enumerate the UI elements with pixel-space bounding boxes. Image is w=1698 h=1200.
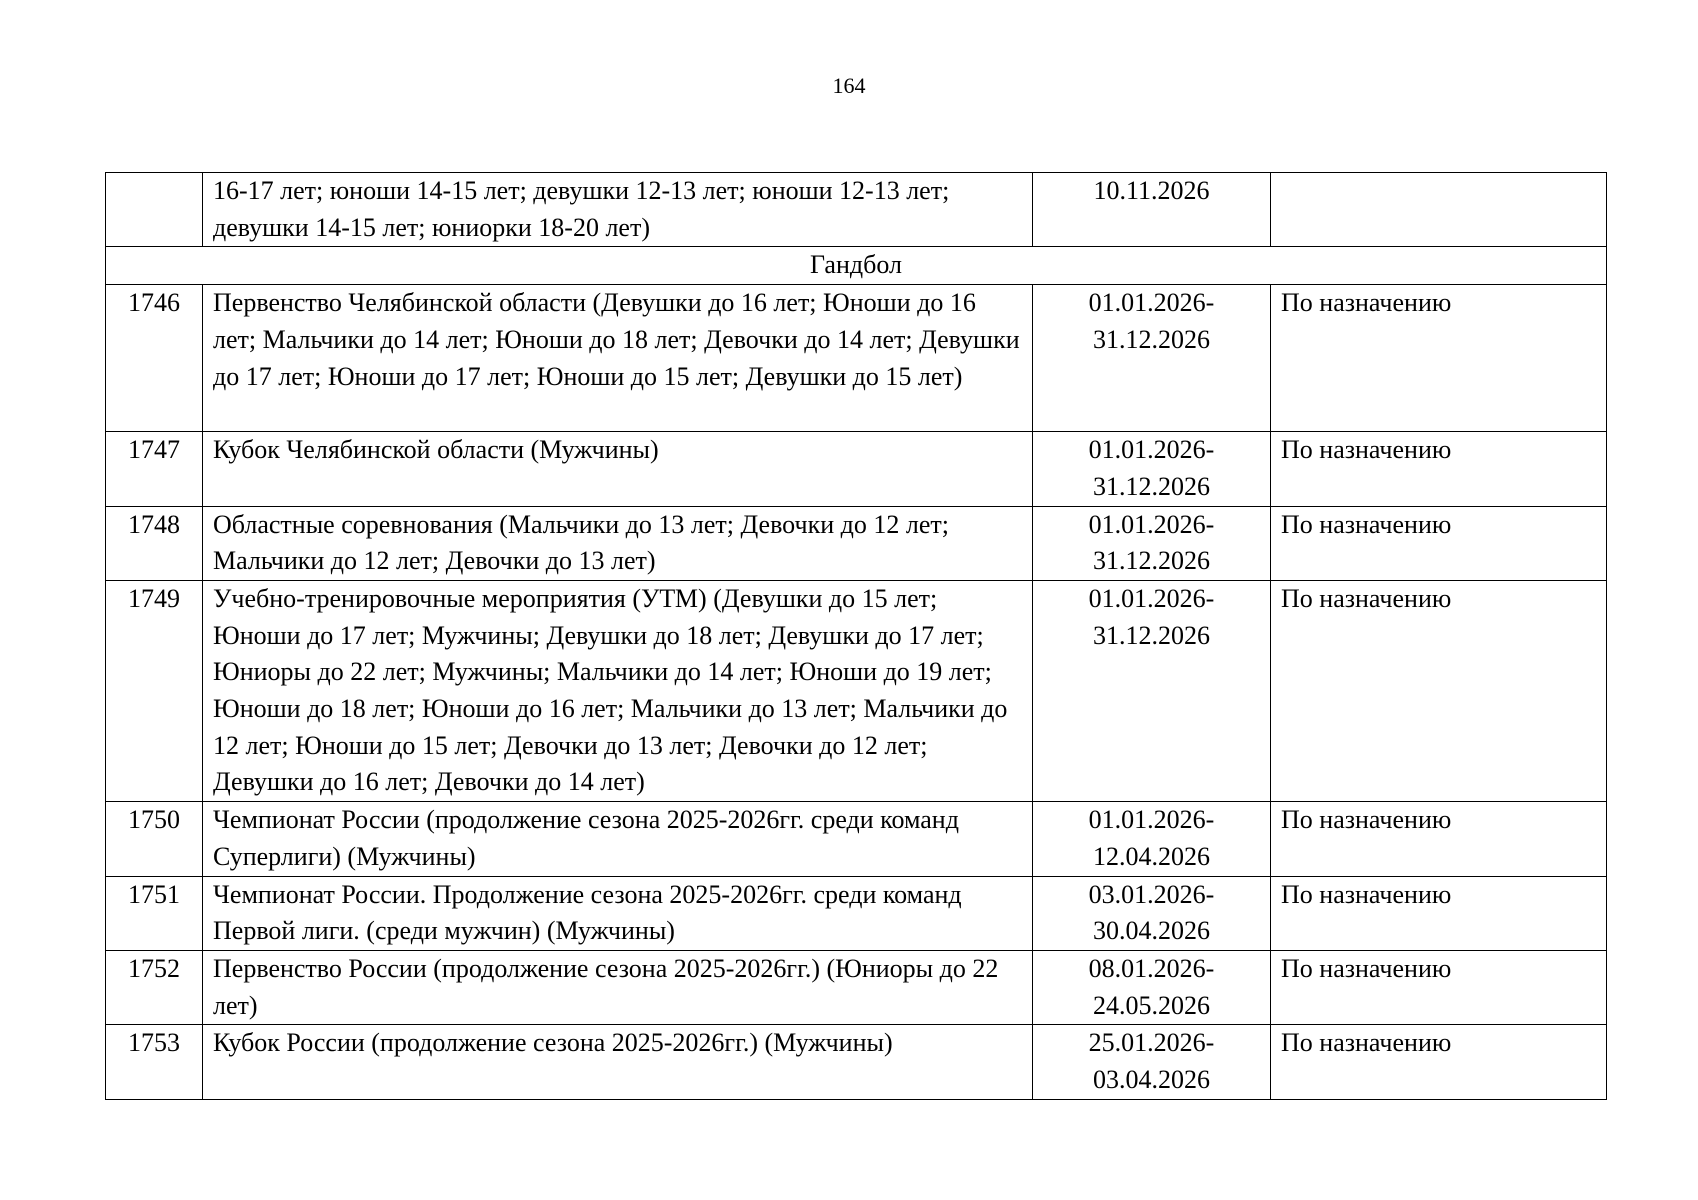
event-name-cell: Учебно-тренировочные мероприятия (УТМ) (Девушки до 15 лет; Юноши до 17 лет; Мужчины; Девушки до 18 лет; Девушки до 17 лет; Юниоры до 22 лет; Мужчины; Мальчики до 14 лет; Юноши до 19 лет; Юноши до 18 лет; Юноши до 16 лет; Мальчики до 13 лет; Мальчики до 12 лет; Юноши до 15 лет; Девочки до 13 лет; Девочки до 12 лет; Девушки до 16 лет; Девочки до 14 лет) (203, 580, 1033, 801)
event-name-cell: Чемпионат России. Продолжение сезона 2025-2026гг. среди команд Первой лиги. (среди мужчин) (Мужчины) (203, 876, 1033, 950)
event-place-cell: По назначению (1271, 432, 1607, 506)
event-date-start: 25.01.2026- (1088, 1028, 1215, 1058)
event-date-end: 30.04.2026 (1093, 916, 1210, 946)
event-place-cell (1271, 173, 1607, 247)
event-date-end: 31.12.2026 (1093, 471, 1210, 501)
event-date-cell (1033, 1025, 1271, 1099)
event-date-start: 08.01.2026- (1088, 953, 1215, 983)
event-date-start: 01.01.2026- (1088, 288, 1215, 318)
event-date-end: 31.12.2026 (1093, 546, 1210, 576)
table-row (106, 950, 1607, 1024)
event-number-cell: 1749 (106, 580, 203, 801)
section-title: Гандбол (106, 247, 1607, 285)
event-place-cell: По назначению (1271, 950, 1607, 1024)
event-number-cell: 1746 (106, 285, 203, 432)
event-number-cell: 1751 (106, 876, 203, 950)
event-date-cell (1033, 506, 1271, 580)
event-date-cell (1033, 580, 1271, 801)
event-name-cell: 16-17 лет; юноши 14-15 лет; девушки 12-13 лет; юноши 12-13 лет; девушки 14-15 лет; юниорки 18-20 лет) (203, 173, 1033, 247)
event-date-end: 12.04.2026 (1093, 841, 1210, 871)
table-row (106, 876, 1607, 950)
event-name-cell: Чемпионат России (продолжение сезона 2025-2026гг. среди команд Суперлиги) (Мужчины) (203, 802, 1033, 876)
event-date-end: 31.12.2026 (1093, 324, 1210, 354)
event-date-start: 01.01.2026- (1088, 583, 1215, 613)
event-name-cell: Кубок России (продолжение сезона 2025-2026гг.) (Мужчины) (203, 1025, 1033, 1099)
event-date-start: 01.01.2026- (1088, 805, 1215, 835)
event-name-cell: Кубок Челябинской области (Мужчины) (203, 432, 1033, 506)
event-place-cell: По назначению (1271, 876, 1607, 950)
table-row (106, 802, 1607, 876)
events-table (105, 172, 1607, 1100)
event-place-cell: По назначению (1271, 580, 1607, 801)
event-place-cell: По назначению (1271, 506, 1607, 580)
event-number-cell: 1753 (106, 1025, 203, 1099)
event-date-start: 01.01.2026- (1088, 509, 1215, 539)
event-date-cell (1033, 285, 1271, 432)
event-place-cell: По назначению (1271, 802, 1607, 876)
event-date-start: 10.11.2026 (1093, 176, 1210, 205)
event-date-end: 03.04.2026 (1093, 1065, 1210, 1095)
event-name-cell: Областные соревнования (Мальчики до 13 лет; Девочки до 12 лет; Мальчики до 12 лет; Девочки до 13 лет) (203, 506, 1033, 580)
event-name-cell: Первенство Челябинской области (Девушки до 16 лет; Юноши до 16 лет; Мальчики до 14 лет; Юноши до 18 лет; Девочки до 14 лет; Девушки до 17 лет; Юноши до 17 лет; Юноши до 15 лет; Девушки до 15 лет) (203, 285, 1033, 432)
event-date-start: 01.01.2026- (1088, 435, 1215, 465)
event-date-cell (1033, 432, 1271, 506)
page-number: 164 (832, 73, 866, 98)
table-row (106, 285, 1607, 432)
event-date-cell (1033, 950, 1271, 1024)
table-row (106, 432, 1607, 506)
event-number-cell: 1750 (106, 802, 203, 876)
table-row (106, 506, 1607, 580)
event-date-end: 31.12.2026 (1093, 620, 1210, 650)
event-number-cell (106, 173, 203, 247)
event-date-start: 03.01.2026- (1088, 879, 1215, 909)
event-place-cell: По назначению (1271, 285, 1607, 432)
event-number-cell: 1748 (106, 506, 203, 580)
table-row (106, 580, 1607, 801)
event-date-end: 24.05.2026 (1093, 990, 1210, 1020)
event-date-cell (1033, 876, 1271, 950)
event-name-cell: Первенство России (продолжение сезона 2025-2026гг.) (Юниоры до 22 лет) (203, 950, 1033, 1024)
event-place-cell: По назначению (1271, 1025, 1607, 1099)
event-number-cell: 1752 (106, 950, 203, 1024)
table-row-continuation (106, 173, 1607, 247)
table-row (106, 1025, 1607, 1099)
section-header-row (106, 247, 1607, 285)
event-date-cell (1033, 173, 1271, 247)
event-number-cell: 1747 (106, 432, 203, 506)
event-date-cell (1033, 802, 1271, 876)
